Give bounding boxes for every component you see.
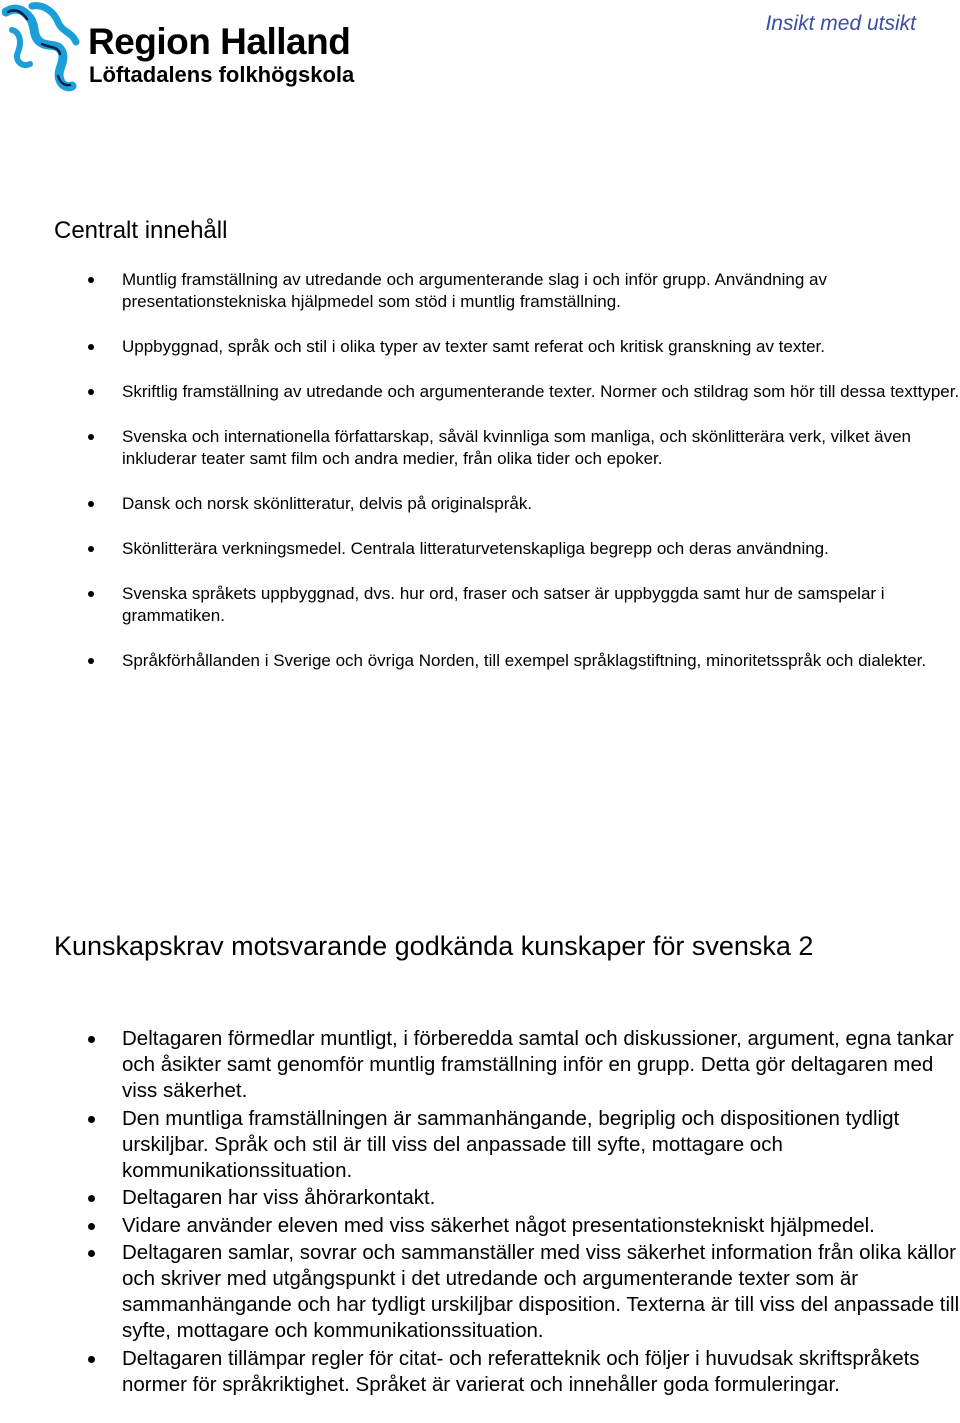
- bullet-icon: [88, 658, 94, 664]
- halland-river-logo-icon: [2, 2, 86, 92]
- bullet-icon: [88, 1116, 95, 1123]
- bullet-icon: [88, 1195, 95, 1202]
- knowledge-requirements-list: [122, 1026, 960, 1399]
- list-item-text: Uppbyggnad, språk och stil i olika typer av texter samt referat och kritisk granskning av texter.: [122, 337, 825, 356]
- bullet-icon: [88, 389, 94, 395]
- list-item: [122, 493, 960, 515]
- list-item-text: Svenska språkets uppbyggnad, dvs. hur ord, fraser och satser är uppbyggda samt hur de samspelar i grammatiken.: [122, 584, 885, 625]
- list-item: [122, 1213, 960, 1239]
- bullet-icon: [88, 434, 94, 440]
- list-item: [122, 1026, 960, 1104]
- logo-title: Region Halland: [88, 21, 351, 62]
- bullet-icon: [88, 1250, 95, 1257]
- list-item-text: Skriftlig framställning av utredande och argumenterande texter. Normer och stildrag som hör till dessa texttyper.: [122, 382, 960, 401]
- bullet-icon: [88, 1223, 95, 1230]
- list-item-text: Deltagaren samlar, sovrar och sammanställer med viss säkerhet information från olika källor och skriver med utgångspunkt i det utredande och argumenterande texter som är sammanhängande och har tydligt urskiljbar disposition. Texterna är till viss del anpassade till syfte, mottagare och kommunikationssituation.: [122, 1241, 960, 1342]
- list-item: [122, 1106, 960, 1184]
- list-item: [122, 381, 960, 403]
- list-item: [122, 1240, 960, 1344]
- region-halland-logo: [2, 2, 382, 92]
- list-item: [122, 1346, 960, 1398]
- list-item-text: Skönlitterära verkningsmedel. Centrala litteraturvetenskapliga begrepp och deras användning.: [122, 539, 829, 558]
- list-item-text: Deltagaren har viss åhörarkontakt.: [122, 1186, 436, 1209]
- list-item-text: Dansk och norsk skönlitteratur, delvis på originalspråk.: [122, 494, 533, 513]
- list-item: [122, 269, 960, 313]
- list-item: [122, 538, 960, 560]
- list-item: [122, 1185, 960, 1211]
- bullet-icon: [88, 501, 94, 507]
- central-content-heading: Centralt innehåll: [54, 217, 228, 244]
- logo-subtitle: Löftadalens folkhögskola: [89, 62, 355, 87]
- list-item-text: Deltagaren tillämpar regler för citat- och referatteknik och följer i huvudsak skriftspråkets normer för språkriktighet. Språket är varierat och innehåller goda formuleringar.: [122, 1346, 920, 1396]
- central-content-list: [122, 269, 960, 695]
- list-item-text: Vidare använder eleven med viss säkerhet något presentationstekniskt hjälpmedel.: [122, 1213, 875, 1237]
- knowledge-requirements-heading: Kunskapskrav motsvarande godkända kunskaper för svenska 2: [54, 931, 814, 961]
- bullet-icon: [88, 1036, 95, 1043]
- list-item: [122, 583, 960, 627]
- list-item: [122, 650, 960, 672]
- bullet-icon: [88, 1356, 95, 1363]
- bullet-icon: [88, 546, 94, 552]
- list-item: [122, 336, 960, 358]
- list-item-text: Språkförhållanden i Sverige och övriga Norden, till exempel språklagstiftning, minoritetsspråk och dialekter.: [122, 651, 927, 670]
- list-item-text: Deltagaren förmedlar muntligt, i förberedda samtal och diskussioner, argument, egna tankar och åsikter samt genomför muntlig framställning inför en grupp. Detta gör deltagaren med viss säkerhet.: [122, 1027, 954, 1102]
- tagline: Insikt med utsikt: [765, 12, 916, 35]
- list-item-text: Den muntliga framställningen är sammanhängande, begriplig och dispositionen tydligt urskiljbar. Språk och stil är till viss del anpassade till syfte, mottagare och kommunikationssituation.: [122, 1106, 900, 1182]
- bullet-icon: [88, 591, 94, 597]
- list-item-text: Svenska och internationella författarskap, såväl kvinnliga som manliga, och skönlitterära verk, vilket även inkluderar teater samt film och andra medier, från olika tider och epoker.: [122, 427, 911, 468]
- list-item: [122, 426, 960, 470]
- list-item-text: Muntlig framställning av utredande och argumenterande slag i och inför grupp. Användning av presentationstekniska hjälpmedel som stöd i muntlig framställning.: [122, 270, 827, 311]
- bullet-icon: [88, 277, 94, 283]
- bullet-icon: [88, 344, 94, 350]
